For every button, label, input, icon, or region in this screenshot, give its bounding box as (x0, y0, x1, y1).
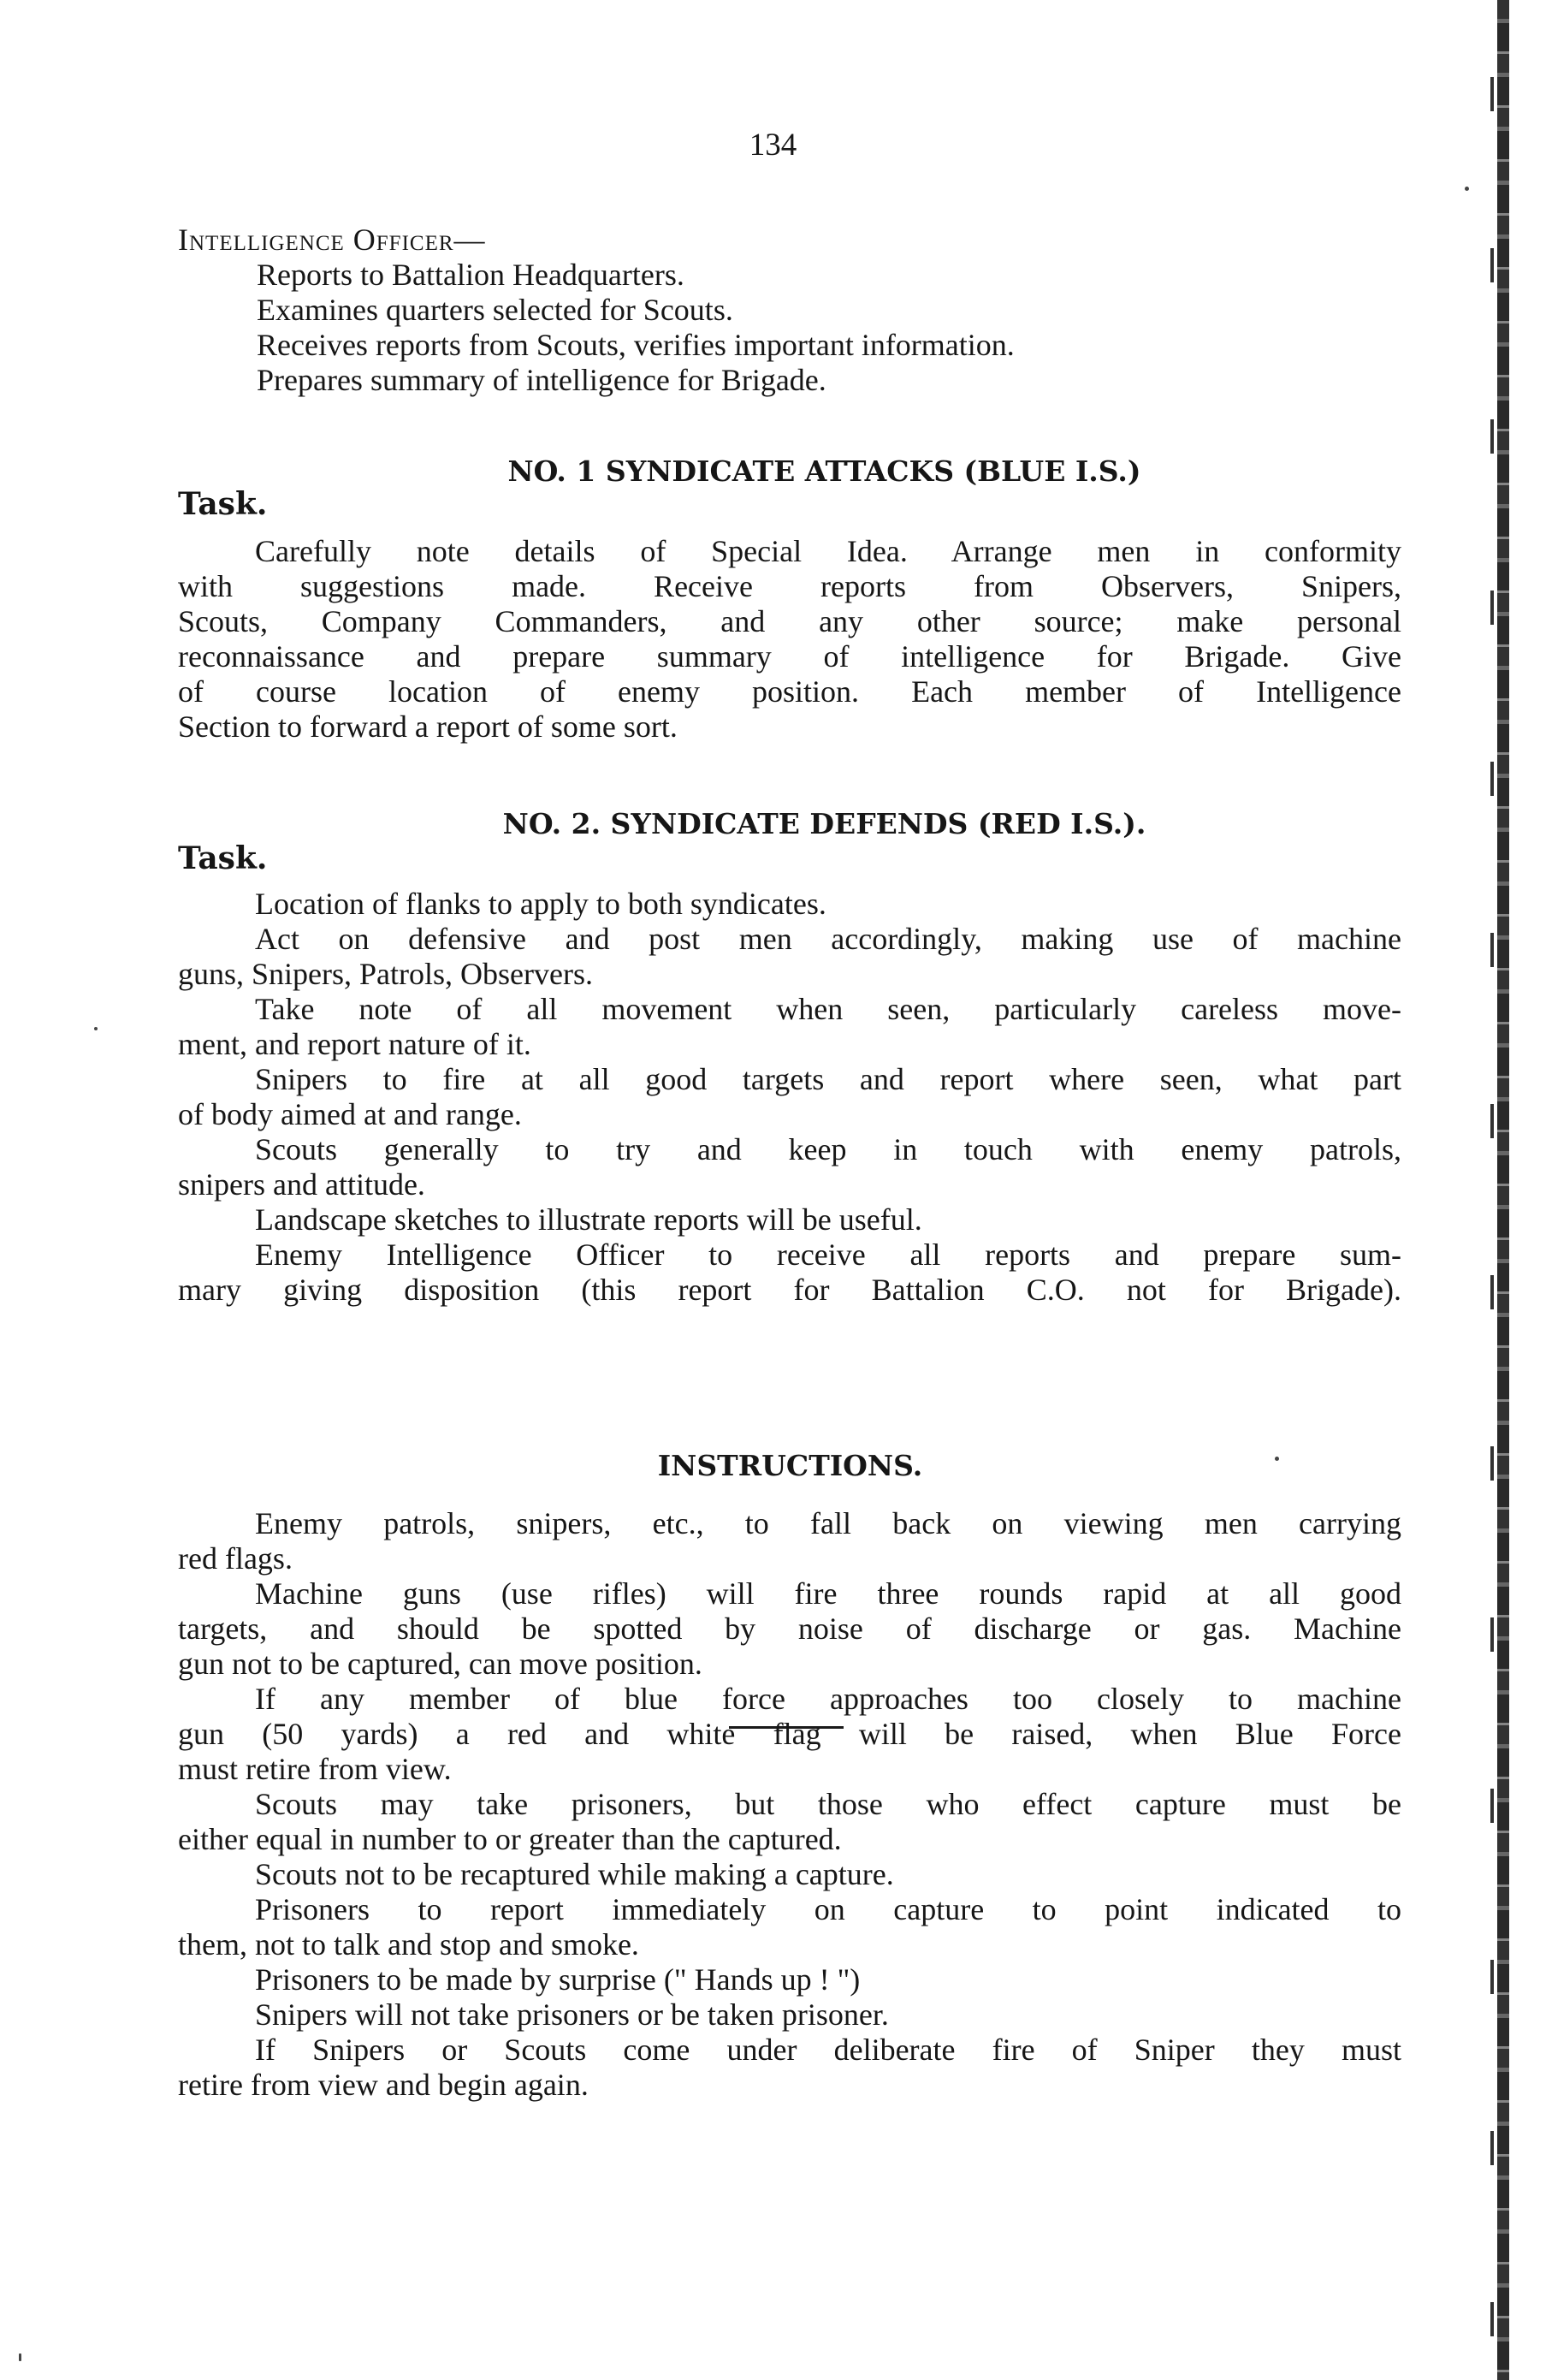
syndicate2-line: Snipers to fire at all good targets and report where seen, what part (255, 1062, 1401, 1096)
instructions-line: Scouts not to be recaptured while making a capture. (255, 1857, 894, 1891)
syndicate2-line: Landscape sketches to illustrate reports will be useful. (255, 1202, 922, 1237)
instructions-line: retire from view and begin again. (178, 2068, 589, 2102)
syndicate2-line: Take note of all movement when seen, particularly careless move- (255, 992, 1401, 1026)
intel-officer-line: Examines quarters selected for Scouts. (257, 293, 733, 327)
scan-edge-shadow (1490, 0, 1494, 2380)
intel-officer-heading: Intelligence Officer— (178, 223, 486, 257)
syndicate2-body (178, 887, 1401, 1308)
syndicate2-heading: NO. 2. SYNDICATE DEFENDS (RED I.S.). (502, 807, 1146, 840)
print-speck (1275, 1457, 1279, 1461)
instructions-line: gun not to be captured, can move position. (178, 1647, 702, 1681)
instructions-line: Machine guns (use rifles) will fire three rounds rapid at all good (255, 1576, 1401, 1611)
page-number: 134 (749, 128, 797, 163)
syndicate1-heading: NO. 1 SYNDICATE ATTACKS (BLUE I.S.) (507, 454, 1141, 488)
instructions-heading: INSTRUCTIONS. (657, 1449, 923, 1482)
syndicate2-line: Enemy Intelligence Officer to receive all reports and prepare sum- (255, 1237, 1401, 1272)
instructions-line: Snipers will not take prisoners or be taken prisoner. (255, 1997, 889, 2032)
instructions-line: Prisoners to be made by surprise (" Hands up ! ") (255, 1962, 861, 1997)
syndicate1-line: of course location of enemy position. Each member of Intelligence (178, 674, 1401, 709)
syndicate1-line: Carefully note details of Special Idea. Arrange men in conformity (255, 534, 1401, 568)
syndicate1-line: Section to forward a report of some sort. (178, 709, 678, 744)
print-speck (1465, 187, 1469, 191)
instructions-line: targets, and should be spotted by noise of discharge or gas. Machine (178, 1611, 1401, 1646)
syndicate2-line: of body aimed at and range. (178, 1097, 522, 1131)
intel-officer-line: Prepares summary of intelligence for Brigade. (257, 363, 826, 397)
instructions-line: must retire from view. (178, 1752, 452, 1786)
intel-officer-section (178, 223, 1401, 398)
instructions-line: If any member of blue force approaches too closely to machine (255, 1682, 1401, 1716)
syndicate1-line: reconnaissance and prepare summary of intelligence for Brigade. Give (178, 639, 1401, 674)
syndicate2-line: guns, Snipers, Patrols, Observers. (178, 957, 593, 991)
instructions-line: Prisoners to report immediately on capture to point indicated to (255, 1892, 1401, 1926)
syndicate2-line: Scouts generally to try and keep in touch with enemy patrols, (255, 1132, 1401, 1166)
scan-edge-strip (1497, 0, 1509, 2380)
syndicate1-line: with suggestions made. Receive reports from Observers, Snipers, (178, 569, 1401, 603)
syndicate1-body (178, 534, 1401, 745)
intel-officer-line: Reports to Battalion Headquarters. (257, 258, 684, 292)
syndicate2-task-label: Task. (178, 840, 268, 876)
print-speck (94, 1027, 98, 1030)
syndicate1-task-label: Task. (178, 486, 268, 522)
instructions-line: them, not to talk and stop and smoke. (178, 1927, 639, 1962)
instructions-line: If Snipers or Scouts come under deliberate fire of Sniper they must (255, 2033, 1401, 2067)
syndicate2-line: mary giving disposition (this report for Battalion C.O. not for Brigade). (178, 1273, 1401, 1307)
instructions-line: Scouts may take prisoners, but those who effect capture must be (255, 1787, 1401, 1821)
intel-officer-line: Receives reports from Scouts, verifies important information. (257, 328, 1015, 362)
instructions-line: red flags. (178, 1541, 293, 1576)
syndicate2-line: ment, and report nature of it. (178, 1027, 531, 1061)
instructions-line: Enemy patrols, snipers, etc., to fall back on viewing men carrying (255, 1506, 1401, 1540)
print-speck (19, 2353, 21, 2361)
syndicate2-line: Location of flanks to apply to both syndicates. (255, 887, 826, 921)
syndicate2-line: Act on defensive and post men accordingly, making use of machine (255, 922, 1401, 956)
instructions-line: either equal in number to or greater than the captured. (178, 1822, 842, 1856)
instructions-body (178, 1506, 1401, 2103)
syndicate1-line: Scouts, Company Commanders, and any other source; make personal (178, 604, 1401, 638)
instructions-line: gun (50 yards) a red and white flag will be raised, when Blue Force (178, 1717, 1401, 1751)
syndicate2-line: snipers and attitude. (178, 1167, 425, 1202)
